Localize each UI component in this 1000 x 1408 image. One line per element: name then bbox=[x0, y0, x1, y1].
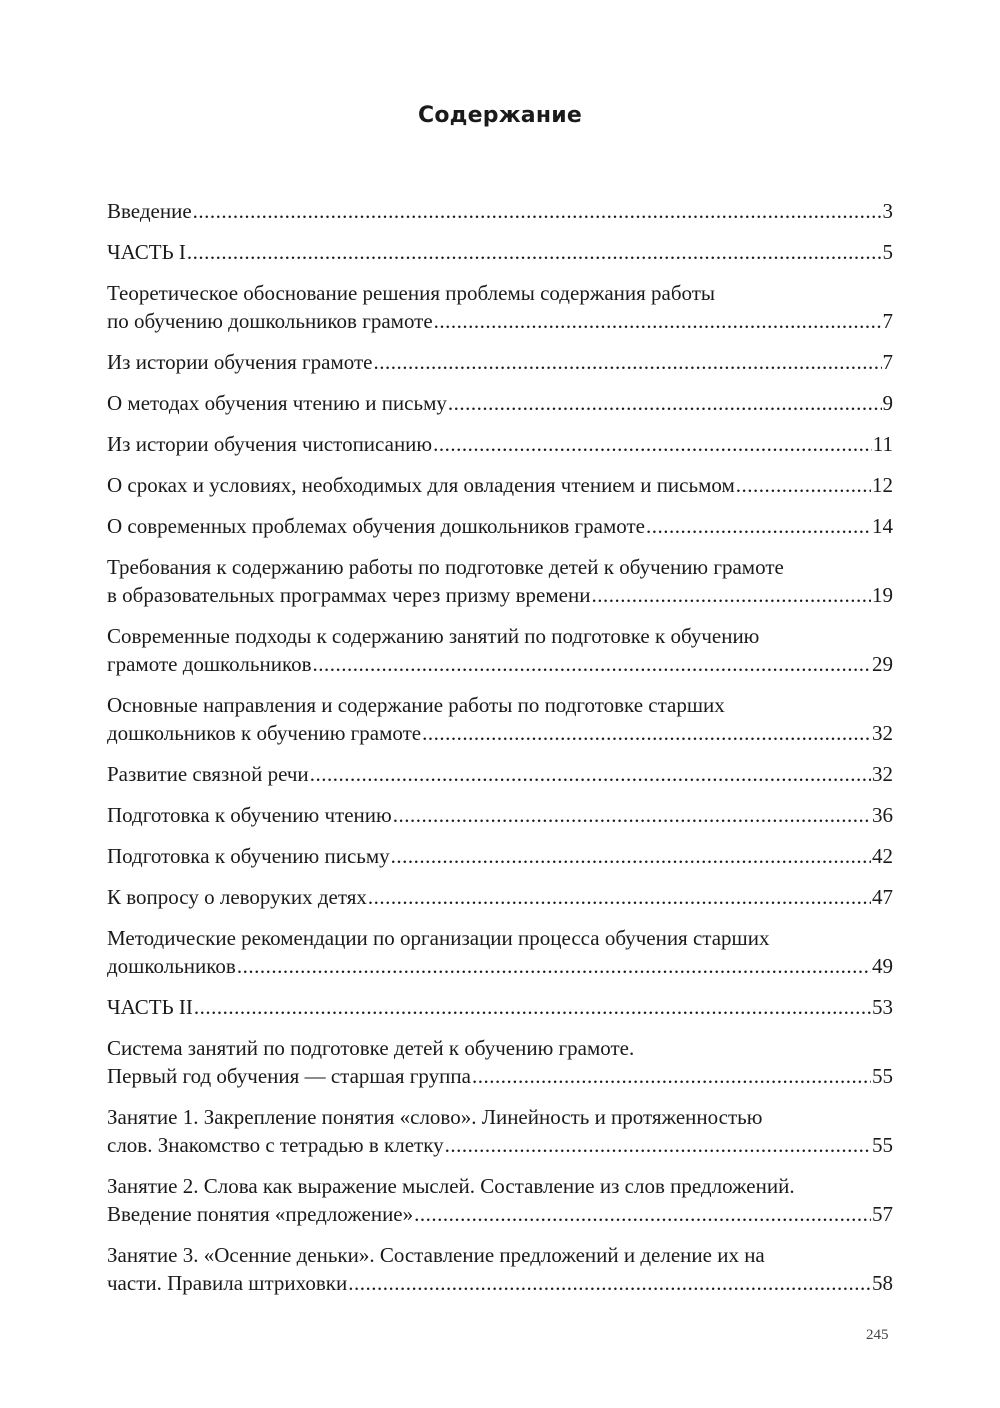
toc-entry-page-number: 32 bbox=[872, 721, 893, 745]
toc-entry-leader-line bbox=[107, 471, 893, 499]
toc-entry[interactable] bbox=[107, 430, 893, 458]
toc-entry-page-number: 5 bbox=[882, 240, 893, 264]
toc-entry[interactable] bbox=[107, 389, 893, 417]
toc-entry-leader-line bbox=[107, 760, 893, 788]
toc-entry-title: ЧАСТЬ I bbox=[107, 240, 186, 264]
toc-entry[interactable] bbox=[107, 842, 893, 870]
toc-entry-leader-line bbox=[107, 1131, 893, 1159]
toc-entry[interactable] bbox=[107, 512, 893, 540]
toc-entry-leader-line bbox=[107, 430, 893, 458]
toc-entry-page-number: 57 bbox=[872, 1202, 893, 1226]
toc-entry[interactable] bbox=[107, 197, 893, 225]
toc-entry-title: Первый год обучения — старшая группа bbox=[107, 1064, 471, 1088]
toc-entry-title-line: Занятие 3. «Осенние деньки». Составление предложений и деление их на bbox=[107, 1243, 765, 1267]
toc-entry-page-number: 7 bbox=[882, 350, 893, 374]
toc-entry-title: дошкольников bbox=[107, 954, 236, 978]
toc-entry-page-number: 29 bbox=[872, 652, 893, 676]
toc-entry[interactable] bbox=[107, 1172, 893, 1228]
toc-entry-title: Развитие связной речи bbox=[107, 762, 309, 786]
table-of-contents bbox=[107, 197, 893, 1310]
toc-entry-page-number: 55 bbox=[872, 1064, 893, 1088]
toc-entry-title: Подготовка к обучению письму bbox=[107, 844, 390, 868]
dot-leader bbox=[237, 952, 871, 980]
toc-entry-page-number: 9 bbox=[882, 391, 893, 415]
toc-entry-title: Введение bbox=[107, 199, 192, 223]
toc-entry-leader-line bbox=[107, 581, 893, 609]
toc-entry-title-line: Методические рекомендации по организации процесса обучения старших bbox=[107, 926, 770, 950]
toc-entry-title: в образовательных программах через призму времени bbox=[107, 583, 591, 607]
toc-entry-title: О сроках и условиях, необходимых для овладения чтением и письмом bbox=[107, 473, 735, 497]
toc-entry[interactable] bbox=[107, 1034, 893, 1090]
dot-leader bbox=[391, 842, 871, 870]
toc-entry-leader-line bbox=[107, 952, 893, 980]
dot-leader bbox=[310, 760, 871, 788]
dot-leader bbox=[445, 1131, 871, 1159]
toc-entry[interactable] bbox=[107, 993, 893, 1021]
toc-entry-leader-line bbox=[107, 197, 893, 225]
toc-entry-title-line: Система занятий по подготовке детей к обучению грамоте. bbox=[107, 1036, 635, 1060]
toc-entry-page-number: 49 bbox=[872, 954, 893, 978]
toc-entry-title-line: Основные направления и содержание работы по подготовке старших bbox=[107, 693, 725, 717]
toc-entry-leader-line bbox=[107, 801, 893, 829]
toc-entry-title: грамоте дошкольников bbox=[107, 652, 312, 676]
toc-entry-title: Из истории обучения грамоте bbox=[107, 350, 373, 374]
toc-entry[interactable] bbox=[107, 1103, 893, 1159]
page-number: 245 bbox=[866, 1327, 889, 1343]
toc-entry[interactable] bbox=[107, 801, 893, 829]
toc-entry-leader-line bbox=[107, 1269, 893, 1297]
dot-leader bbox=[193, 197, 882, 225]
dot-leader bbox=[194, 993, 871, 1021]
toc-entry-page-number: 19 bbox=[872, 583, 893, 607]
dot-leader bbox=[591, 581, 871, 609]
toc-entry-leader-line bbox=[107, 650, 893, 678]
toc-entry-title: части. Правила штриховки bbox=[107, 1271, 348, 1295]
toc-entry[interactable] bbox=[107, 238, 893, 266]
toc-entry-title-line: Занятие 2. Слова как выражение мыслей. Составление из слов предложений. bbox=[107, 1174, 795, 1198]
toc-entry[interactable] bbox=[107, 279, 893, 335]
toc-entry-page-number: 7 bbox=[882, 309, 893, 333]
dot-leader bbox=[422, 719, 871, 747]
dot-leader bbox=[448, 389, 882, 417]
toc-entry[interactable] bbox=[107, 1241, 893, 1297]
toc-entry[interactable] bbox=[107, 622, 893, 678]
toc-entry-page-number: 53 bbox=[872, 995, 893, 1019]
toc-entry[interactable] bbox=[107, 471, 893, 499]
toc-entry-leader-line bbox=[107, 389, 893, 417]
toc-entry[interactable] bbox=[107, 883, 893, 911]
toc-entry[interactable] bbox=[107, 348, 893, 376]
toc-entry-title-line: Современные подходы к содержанию занятий по подготовке к обучению bbox=[107, 624, 760, 648]
toc-entry-title: по обучению дошкольников грамоте bbox=[107, 309, 433, 333]
toc-entry-leader-line bbox=[107, 348, 893, 376]
page-title: Содержание bbox=[418, 103, 582, 128]
toc-entry-leader-line bbox=[107, 238, 893, 266]
toc-entry-title: ЧАСТЬ II bbox=[107, 995, 193, 1019]
toc-entry-title: О методах обучения чтению и письму bbox=[107, 391, 447, 415]
toc-entry[interactable] bbox=[107, 553, 893, 609]
toc-entry-leader-line bbox=[107, 307, 893, 335]
dot-leader bbox=[646, 512, 871, 540]
toc-entry-page-number: 14 bbox=[872, 514, 893, 538]
dot-leader bbox=[414, 1200, 871, 1228]
dot-leader bbox=[348, 1269, 871, 1297]
toc-entry-title: слов. Знакомство с тетрадью в клетку bbox=[107, 1133, 444, 1157]
toc-entry[interactable] bbox=[107, 691, 893, 747]
toc-entry-leader-line bbox=[107, 993, 893, 1021]
toc-entry-title-line: Требования к содержанию работы по подготовке детей к обучению грамоте bbox=[107, 555, 784, 579]
dot-leader bbox=[313, 650, 872, 678]
toc-entry[interactable] bbox=[107, 760, 893, 788]
dot-leader bbox=[434, 307, 882, 335]
toc-entry-leader-line bbox=[107, 719, 893, 747]
toc-entry-title: Введение понятия «предложение» bbox=[107, 1202, 414, 1226]
toc-entry-leader-line bbox=[107, 1062, 893, 1090]
toc-entry[interactable] bbox=[107, 924, 893, 980]
toc-entry-title: дошкольников к обучению грамоте bbox=[107, 721, 422, 745]
toc-entry-title: К вопросу о леворуких детях bbox=[107, 885, 367, 909]
dot-leader bbox=[433, 430, 872, 458]
toc-entry-leader-line bbox=[107, 512, 893, 540]
dot-leader bbox=[374, 348, 882, 376]
toc-entry-title: Из истории обучения чистописанию bbox=[107, 432, 433, 456]
toc-entry-page-number: 11 bbox=[872, 432, 893, 456]
dot-leader bbox=[736, 471, 871, 499]
toc-entry-leader-line bbox=[107, 842, 893, 870]
dot-leader bbox=[368, 883, 871, 911]
toc-entry-page-number: 42 bbox=[872, 844, 893, 868]
toc-entry-page-number: 36 bbox=[872, 803, 893, 827]
toc-entry-page-number: 58 bbox=[872, 1271, 893, 1295]
dot-leader bbox=[187, 238, 882, 266]
toc-entry-title: О современных проблемах обучения дошкольников грамоте bbox=[107, 514, 645, 538]
toc-entry-page-number: 3 bbox=[882, 199, 893, 223]
toc-entry-page-number: 47 bbox=[872, 885, 893, 909]
dot-leader bbox=[472, 1062, 871, 1090]
toc-entry-title-line: Занятие 1. Закрепление понятия «слово». Линейность и протяженностью bbox=[107, 1105, 763, 1129]
toc-entry-page-number: 55 bbox=[872, 1133, 893, 1157]
toc-entry-page-number: 12 bbox=[872, 473, 893, 497]
toc-entry-leader-line bbox=[107, 883, 893, 911]
toc-entry-title: Подготовка к обучению чтению bbox=[107, 803, 392, 827]
toc-entry-title-line: Теоретическое обоснование решения проблемы содержания работы bbox=[107, 281, 716, 305]
toc-entry-page-number: 32 bbox=[872, 762, 893, 786]
dot-leader bbox=[393, 801, 871, 829]
toc-entry-leader-line bbox=[107, 1200, 893, 1228]
